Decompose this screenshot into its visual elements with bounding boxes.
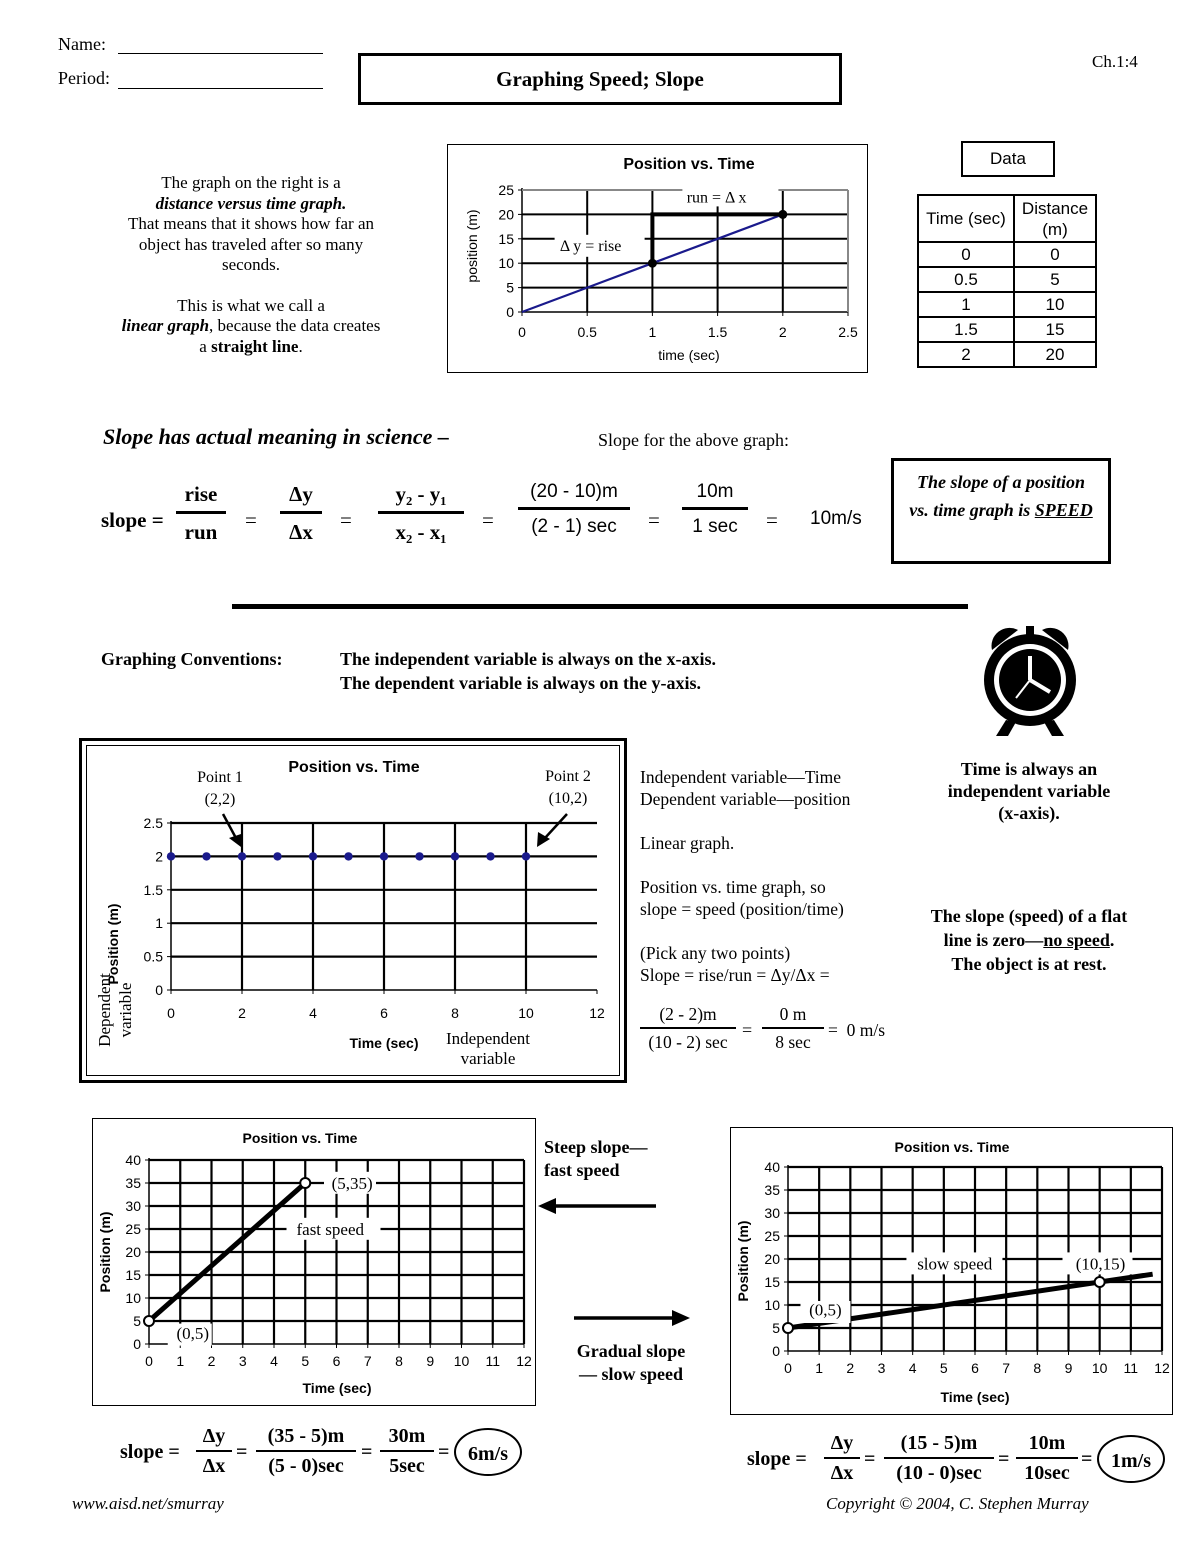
table-cell: 20: [1014, 342, 1096, 367]
frac-num: rise: [184, 482, 218, 506]
intro-p1-b: distance versus time graph.: [155, 193, 347, 213]
table-row: [918, 242, 1096, 267]
flat-notes: [640, 766, 850, 986]
x-tick-label: 9: [425, 1352, 434, 1369]
x-axis-label: Time (sec): [940, 1388, 1009, 1405]
annotation-point-left: (0,5): [808, 1300, 842, 1320]
x-tick-label: 8: [1032, 1359, 1041, 1376]
intro-p2-e: .: [298, 336, 303, 356]
gradual-frac-2: [884, 1432, 994, 1485]
frac-den: Δx: [824, 1457, 860, 1485]
x-axis-label: time (sec): [657, 346, 720, 363]
slope-frac-values: [518, 481, 630, 538]
table-row: [918, 267, 1096, 292]
x-tick-label: 1: [814, 1359, 823, 1376]
chart4-frame: [730, 1127, 1173, 1415]
table-cell: 5: [1014, 267, 1096, 292]
y-tick-label: 0: [771, 1342, 780, 1359]
y-axis-label: Position (m): [105, 903, 121, 985]
y-tick-label: 10: [497, 254, 514, 271]
frac-den: 10sec: [1016, 1457, 1078, 1485]
frac-num: (15 - 5)m: [900, 1432, 978, 1454]
footer-url: www.aisd.net/smurray: [72, 1494, 224, 1513]
chart1-frame: [447, 144, 868, 373]
annotation-arrow: [545, 814, 567, 838]
annotation-rise: Δ y = rise: [559, 237, 621, 255]
table-cell: 0: [918, 242, 1014, 267]
y-tick-label: 35: [124, 1174, 141, 1191]
name-line[interactable]: [118, 53, 323, 54]
x-tick-label: 3: [238, 1352, 247, 1369]
equals-sign: =: [766, 508, 778, 532]
steep-slope-result: 6m/s: [454, 1428, 522, 1476]
frac-den: run: [176, 511, 226, 545]
x-tick-label: 0: [144, 1352, 153, 1369]
time-note: Time is always an independent variable (x-axis).: [947, 759, 1111, 823]
frac-den: 5sec: [380, 1450, 434, 1478]
x-tick-label: 10: [453, 1352, 469, 1369]
y-tick-label: 5: [505, 279, 514, 296]
data-point: [783, 1323, 793, 1333]
x-tick-label: 6: [332, 1352, 340, 1369]
y-tick-label: 10: [124, 1289, 141, 1306]
y-tick-label: 40: [763, 1158, 780, 1175]
x-tick-label: 8: [394, 1352, 403, 1369]
chart3-svg: [92, 1118, 536, 1406]
flat-note-line: (Pick any two points): [640, 943, 791, 963]
x-tick-label: 1: [648, 323, 656, 340]
x-tick-label: 3: [877, 1359, 885, 1376]
slope-label: slope =: [101, 508, 164, 532]
page-title: Graphing Speed; Slope: [358, 53, 842, 105]
annotation-point-right: (10,15): [1075, 1254, 1125, 1274]
flat-note-line: Independent variable—Time: [640, 767, 842, 787]
x-tick-label: 12: [589, 1005, 605, 1021]
section-divider: [232, 604, 968, 609]
frac-den: 8 sec: [762, 1027, 824, 1053]
chart-title: Position vs. Time: [288, 759, 420, 776]
frac-num: (35 - 5)m: [267, 1425, 345, 1447]
x-tick-label: 10: [518, 1005, 534, 1021]
flat-right-a: The slope (speed) of a flat line is zero—: [930, 906, 1128, 950]
equals-sign: =: [482, 508, 494, 532]
steep-frac-1: [196, 1425, 232, 1478]
y-tick-label: 1: [155, 915, 163, 932]
x-tick-label: 2: [238, 1005, 246, 1021]
y-tick-label: 0: [132, 1335, 141, 1352]
data-point: [1094, 1277, 1104, 1287]
table-header-row: [918, 195, 1096, 242]
period-line[interactable]: [118, 88, 323, 89]
x-tick-label: 1.5: [707, 323, 727, 340]
annotation-point-bottom: (0,5): [175, 1323, 209, 1343]
gradual-frac-3: [1016, 1432, 1078, 1485]
annotation-point-top: (5,35): [331, 1173, 373, 1193]
flat-note-line: Position vs. time graph, so: [640, 877, 826, 897]
slope-speed-box: [891, 458, 1111, 564]
x-tick-label: 4: [309, 1005, 317, 1021]
arrow-left-icon: [536, 1196, 658, 1216]
equals-sign: =: [864, 1448, 876, 1470]
intro-p2-c: , because the data creates a: [199, 316, 381, 356]
data-title: Data: [961, 141, 1055, 177]
data-point: [300, 1178, 310, 1188]
slope-subheading: Slope for the above graph:: [598, 430, 789, 450]
equals-sign: =: [245, 508, 257, 532]
table-cell: 1: [918, 292, 1014, 317]
x-tick-label: 2: [845, 1359, 854, 1376]
frac-num: 0 m: [779, 1004, 807, 1024]
data-point: [144, 1316, 154, 1326]
annotation-run: run = Δ x: [686, 188, 746, 206]
conventions-label: Graphing Conventions:: [101, 649, 283, 669]
frac-den: Δx: [196, 1450, 232, 1478]
gradual-slope-label: slope =: [747, 1448, 807, 1470]
slope-box-text: The slope of a position vs. time graph is: [909, 472, 1085, 520]
chart-title: Position vs. Time: [894, 1138, 1009, 1155]
x-tick-label: 11: [1123, 1359, 1138, 1376]
period-label: Period:: [58, 68, 110, 88]
frac-num: Δy: [202, 1425, 226, 1447]
frac-num: 30m: [388, 1425, 426, 1447]
x-tick-label: 7: [1001, 1359, 1010, 1376]
conventions-line1: The independent variable is always on the x-axis.: [340, 649, 717, 669]
data-point: [778, 209, 787, 218]
x-tick-label: 5: [300, 1352, 309, 1369]
intro-text: [118, 173, 384, 357]
intro-p1-a: The graph on the right is a: [161, 173, 341, 192]
x-tick-label: 4: [269, 1352, 278, 1369]
name-label: Name:: [58, 34, 106, 54]
annotation-point1-coord: (2,2): [204, 791, 236, 808]
frac-num: y₂ - y₁: [395, 482, 447, 506]
y-tick-label: 15: [124, 1266, 141, 1283]
annotation-point2-coord: (10,2): [548, 790, 588, 807]
table-cell: 1.5: [918, 317, 1014, 342]
steep-frac-2: [256, 1425, 356, 1478]
equals-sign: =: [648, 508, 660, 532]
y-tick-label: 20: [124, 1243, 141, 1260]
table-cell: 0: [1014, 242, 1096, 267]
frac-num: 10m: [1028, 1432, 1066, 1454]
frac-den: (2 - 1) sec: [518, 507, 630, 538]
chart2-svg: [79, 738, 627, 1083]
annotation-dependent-2: variable: [116, 982, 135, 1038]
x-tick-label: 11: [484, 1352, 500, 1369]
y-tick-label: 10: [763, 1296, 780, 1313]
equals-sign: =: [236, 1441, 248, 1463]
flat-frac-2: [762, 1004, 824, 1053]
x-tick-label: 2: [778, 323, 787, 340]
x-tick-label: 0: [167, 1005, 175, 1021]
y-tick-label: 2: [155, 848, 163, 865]
y-tick-label: 25: [124, 1220, 141, 1237]
flat-result: = 0 m/s: [828, 1020, 886, 1040]
data-point: [309, 852, 317, 860]
data-point: [273, 852, 281, 860]
y-tick-label: 0: [155, 982, 163, 998]
slope-box-speed: SPEED: [1034, 500, 1093, 520]
intro-p2-d: straight line: [211, 336, 299, 356]
y-tick-label: 30: [124, 1197, 141, 1214]
x-tick-label: 6: [380, 1005, 388, 1021]
y-tick-label: 1.5: [143, 881, 163, 898]
frac-num: (2 - 2)m: [659, 1004, 717, 1024]
frac-num: (20 - 10)m: [530, 481, 618, 502]
x-tick-label: 12: [515, 1352, 532, 1369]
data-point: [522, 852, 530, 860]
data-point: [451, 852, 459, 860]
chart-title: Position vs. Time: [622, 155, 755, 173]
intro-p1-c: That means that it shows how far an object has traveled after so many seconds.: [128, 214, 374, 274]
table-row: [918, 317, 1096, 342]
x-tick-label: 0.5: [576, 323, 597, 340]
y-tick-label: 5: [771, 1319, 780, 1336]
flat-note-line: Linear graph.: [640, 833, 735, 853]
steep-slope-label: slope =: [120, 1441, 180, 1463]
equals-sign: =: [361, 1441, 373, 1463]
x-tick-label: 8: [451, 1005, 459, 1021]
gradual-note: Gradual slope — slow speed: [576, 1341, 686, 1384]
annotation-fast-speed: fast speed: [295, 1219, 364, 1239]
chart3-frame: [92, 1118, 536, 1406]
flat-frac-1: [640, 1004, 736, 1053]
equals-sign: =: [438, 1441, 450, 1463]
steep-note: Steep slope— fast speed: [544, 1137, 648, 1180]
data-point: [344, 852, 352, 860]
data-point: [415, 852, 423, 860]
y-tick-label: 5: [132, 1312, 141, 1329]
footer-copyright: Copyright © 2004, C. Stephen Murray: [826, 1494, 1089, 1513]
y-tick-label: 40: [124, 1151, 141, 1168]
equals-sign: =: [742, 1020, 753, 1040]
steep-frac-3: [380, 1425, 434, 1478]
table-row: [918, 292, 1096, 317]
table-cell: 10: [1014, 292, 1096, 317]
equals-sign: =: [340, 508, 352, 532]
table-cell: 2: [918, 342, 1014, 367]
x-tick-label: 5: [939, 1359, 948, 1376]
data-table: [917, 194, 1097, 368]
frac-den: (5 - 0)sec: [256, 1450, 356, 1478]
data-point: [202, 852, 210, 860]
annotation-dependent-1: Dependent: [95, 973, 114, 1047]
slope-heading: Slope has actual meaning in science –: [103, 424, 449, 449]
slope-frac-rise-run: [176, 482, 226, 545]
data-point: [380, 852, 388, 860]
conventions-line2: The dependent variable is always on the y-axis.: [340, 673, 702, 693]
y-tick-label: 20: [497, 205, 514, 222]
frac-den: (10 - 0)sec: [884, 1457, 994, 1485]
y-tick-label: 2.5: [143, 815, 163, 831]
annotation-point1: Point 1: [197, 769, 243, 786]
slope-frac-coords: [378, 482, 464, 545]
gradual-slope-result: 1m/s: [1097, 1435, 1165, 1483]
chart4-svg: [730, 1127, 1173, 1415]
x-tick-label: 2.5: [837, 323, 858, 340]
y-axis-label: position (m): [463, 208, 480, 283]
table-header-time: Time (sec): [918, 195, 1014, 242]
annotation-point2: Point 2: [545, 768, 591, 785]
slope-frac-delta: [280, 482, 322, 545]
chart2-frame: [79, 738, 627, 1083]
flat-note-line: slope = speed (position/time): [640, 899, 844, 919]
x-tick-label: 4: [908, 1359, 917, 1376]
flat-right-note: [928, 904, 1130, 976]
data-point: [647, 258, 656, 267]
x-axis-label: Time (sec): [349, 1035, 419, 1051]
x-tick-label: 12: [1153, 1359, 1170, 1376]
equals-sign: =: [1081, 1448, 1093, 1470]
y-tick-label: 0: [505, 303, 514, 320]
annotation-independent-1: Independent: [445, 1029, 531, 1048]
slope-frac-simplified: [682, 481, 748, 538]
y-axis-label: Position (m): [96, 1211, 113, 1292]
table-row: [918, 342, 1096, 367]
table-cell: 0.5: [918, 267, 1014, 292]
x-tick-label: 2: [207, 1352, 215, 1369]
frac-num: Δy: [830, 1432, 854, 1454]
chart-title: Position vs. Time: [242, 1129, 357, 1146]
table-cell: 15: [1014, 317, 1096, 342]
flat-right-b: no speed: [1043, 930, 1110, 950]
alarm-clock-icon: [978, 620, 1082, 738]
y-tick-label: 0.5: [143, 948, 163, 965]
frac-den: x₂ - x₁: [378, 511, 464, 545]
frac-den: (10 - 2) sec: [640, 1027, 736, 1053]
frac-num: 10m: [696, 481, 734, 502]
slope-result: 10m/s: [810, 508, 862, 529]
gradual-frac-1: [824, 1432, 860, 1485]
y-tick-label: 15: [763, 1273, 780, 1290]
annotation-slow-speed: slow speed: [916, 1254, 992, 1274]
data-point: [486, 852, 494, 860]
intro-p2-b: linear graph: [121, 316, 210, 335]
arrow-right-icon: [572, 1308, 692, 1328]
x-tick-label: 0: [783, 1359, 792, 1376]
data-point: [238, 852, 246, 860]
y-tick-label: 25: [497, 181, 514, 198]
x-tick-label: 0: [517, 323, 526, 340]
frac-num: Δy: [289, 482, 313, 506]
annotation-independent-2: variable: [460, 1049, 516, 1068]
x-axis-label: Time (sec): [302, 1379, 371, 1396]
y-tick-label: 35: [763, 1181, 780, 1198]
chart1-svg: [447, 144, 868, 373]
x-tick-label: 1: [175, 1352, 184, 1369]
flat-right-c: .: [1109, 930, 1115, 950]
equals-sign: =: [998, 1448, 1010, 1470]
chapter-label: Ch.1:4: [1092, 52, 1138, 71]
x-tick-label: 6: [970, 1359, 979, 1376]
flat-note-line: Dependent variable—position: [640, 789, 851, 809]
y-tick-label: 20: [763, 1250, 780, 1267]
y-axis-label: Position (m): [734, 1220, 751, 1301]
y-tick-label: 30: [763, 1204, 780, 1221]
flat-note-line: Slope = rise/run = Δy/Δx =: [640, 965, 830, 985]
frac-den: Δx: [280, 511, 322, 545]
y-tick-label: 15: [497, 230, 514, 247]
data-point: [167, 852, 175, 860]
x-tick-label: 9: [1064, 1359, 1072, 1376]
table-header-distance: Distance (m): [1014, 195, 1096, 242]
flat-right-d: The object is at rest.: [951, 954, 1107, 974]
intro-p2-a: This is what we call a: [177, 295, 325, 315]
frac-den: 1 sec: [682, 507, 748, 538]
x-tick-label: 7: [363, 1352, 372, 1369]
x-tick-label: 10: [1091, 1359, 1107, 1376]
y-tick-label: 25: [763, 1227, 780, 1244]
